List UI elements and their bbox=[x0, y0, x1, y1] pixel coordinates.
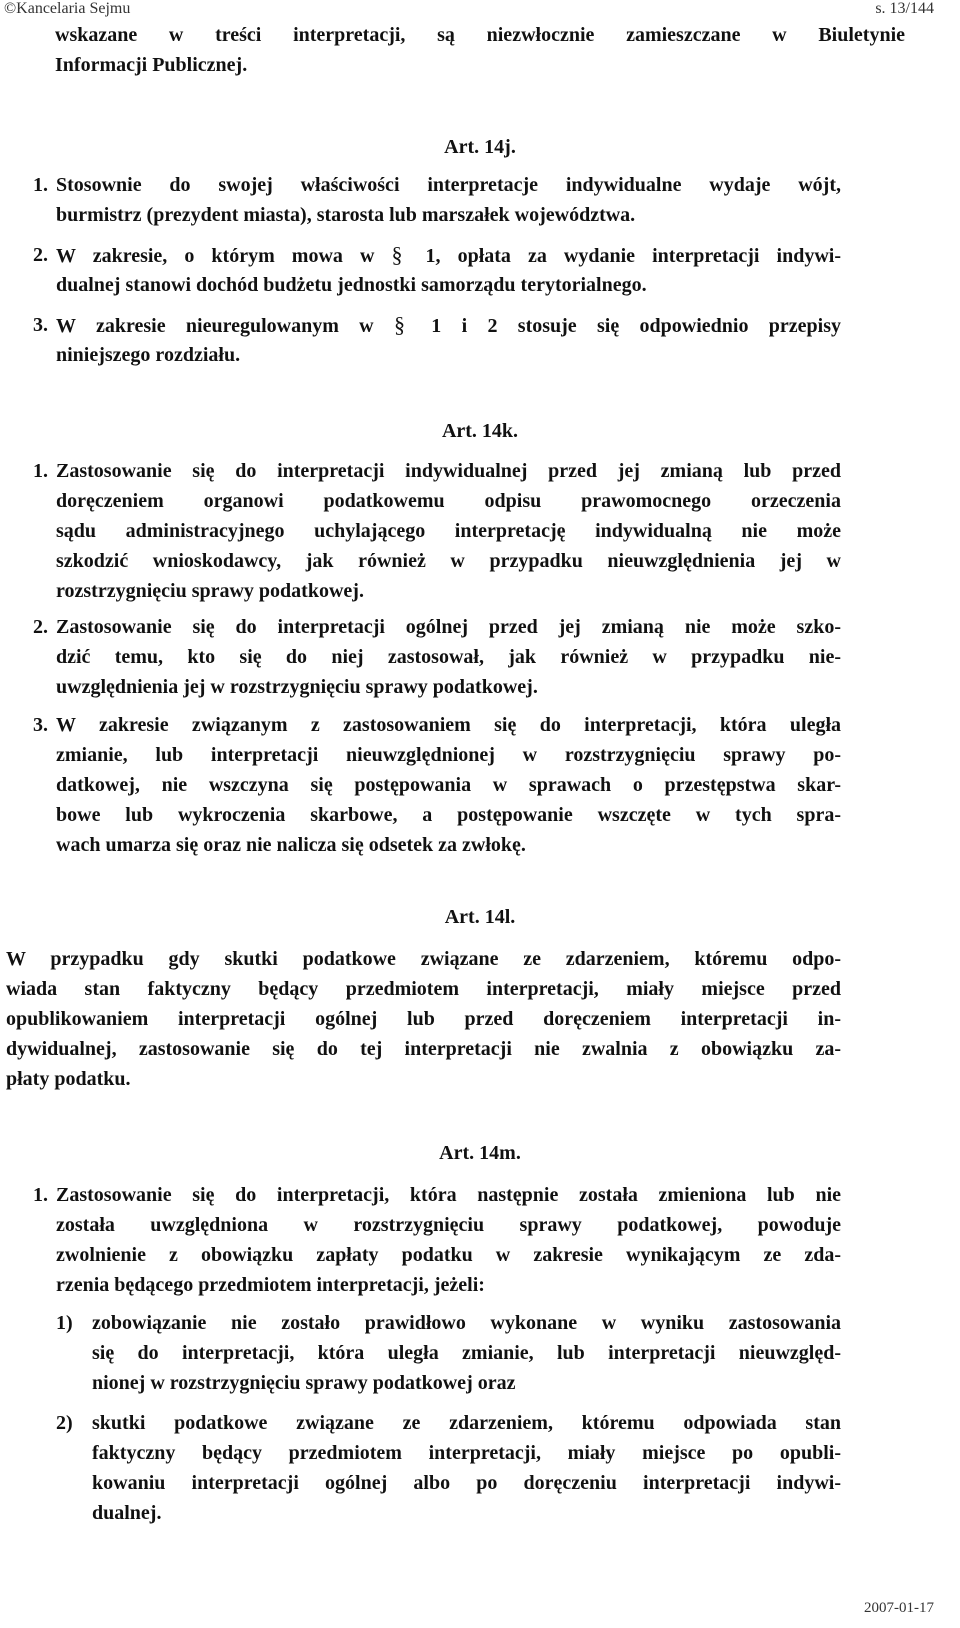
paragraph-line: Zastosowanie się do interpretacji ogólnej przed jej zmianą nie może szko- bbox=[56, 616, 841, 638]
paragraph-line: Zastosowanie się do interpretacji, która następnie została zmieniona lub nie bbox=[56, 1184, 841, 1206]
paragraph-line: datkowej, nie wszczyna się postępowania w sprawach o przestępstwa skar- bbox=[56, 774, 841, 796]
paragraph-line: zmianie, lub interpretacji nieuwzględnionej w rozstrzygnięciu sprawy po- bbox=[56, 744, 841, 766]
paragraph-number: 3. bbox=[33, 714, 48, 736]
article-heading-14j: Art. 14j. bbox=[444, 136, 516, 158]
list-item-line: kowaniu interpretacji ogólnej albo po doręczeniu interpretacji indywi- bbox=[92, 1472, 841, 1494]
footer-date: 2007-01-17 bbox=[864, 1600, 934, 1616]
text-part: 1, opłata za wydanie interpretacji indywi- bbox=[408, 245, 841, 267]
intro-line: wskazane w treści interpretacji, są niezwłocznie zamieszczane w Biuletynie bbox=[55, 24, 905, 46]
paragraph-number: 3. bbox=[33, 314, 48, 336]
paragraph-line bbox=[56, 310, 841, 341]
paragraph-line: została uwzględniona w rozstrzygnięciu sprawy podatkowej, powoduje bbox=[56, 1214, 841, 1236]
paragraph-line bbox=[56, 240, 841, 271]
article-heading-14m: Art. 14m. bbox=[439, 1142, 521, 1164]
list-item-line: dualnej. bbox=[92, 1502, 162, 1524]
paragraph-line: wach umarza się oraz nie nalicza się odsetek za zwłokę. bbox=[56, 834, 526, 856]
list-item-number: 1) bbox=[56, 1312, 73, 1334]
section-sign-icon: § bbox=[393, 312, 405, 337]
paragraph-number: 1. bbox=[33, 1184, 48, 1206]
list-item-line: się do interpretacji, która uległa zmianie, lub interpretacji nieuwzględ- bbox=[92, 1342, 841, 1364]
paragraph-line: zwolnienie z obowiązku zapłaty podatku w zakresie wynikającym ze zda- bbox=[56, 1244, 841, 1266]
paragraph-number: 2. bbox=[33, 616, 48, 638]
paragraph-line: wiada stan faktyczny będący przedmiotem interpretacji, miały miejsce przed bbox=[6, 978, 841, 1000]
list-item-line: zobowiązanie nie zostało prawidłowo wykonane w wyniku zastosowania bbox=[92, 1312, 841, 1334]
paragraph-line: rozstrzygnięciu sprawy podatkowej. bbox=[56, 580, 364, 602]
list-item-line: faktyczny będący przedmiotem interpretacji, miały miejsce po opubli- bbox=[92, 1442, 841, 1464]
list-item-line: nionej w rozstrzygnięciu sprawy podatkowej oraz bbox=[92, 1372, 516, 1394]
list-item-line: skutki podatkowe związane ze zdarzeniem, któremu odpowiada stan bbox=[92, 1412, 841, 1434]
paragraph-line: bowe lub wykroczenia skarbowe, a postępowanie wszczęte w tych spra- bbox=[56, 804, 841, 826]
paragraph-line: uwzględnienia jej w rozstrzygnięciu sprawy podatkowej. bbox=[56, 676, 538, 698]
list-item-number: 2) bbox=[56, 1412, 73, 1434]
paragraph-line: W zakresie związanym z zastosowaniem się do interpretacji, która uległa bbox=[56, 714, 841, 736]
paragraph-line: rzenia będącego przedmiotem interpretacji, jeżeli: bbox=[56, 1274, 485, 1296]
paragraph-line: dzić temu, kto się do niej zastosował, jak również w przypadku nie- bbox=[56, 646, 841, 668]
paragraph-line: niniejszego rozdziału. bbox=[56, 344, 241, 366]
intro-line: Informacji Publicznej. bbox=[55, 54, 248, 76]
article-heading-14k: Art. 14k. bbox=[441, 420, 519, 442]
paragraph-line: dywidualnej, zastosowanie się do tej interpretacji nie zwalnia z obowiązku za- bbox=[6, 1038, 841, 1060]
text-part: W zakresie nieuregulowanym w bbox=[56, 315, 394, 337]
paragraph-number: 1. bbox=[33, 174, 48, 196]
paragraph-line: płaty podatku. bbox=[6, 1068, 131, 1090]
paragraph-line: Zastosowanie się do interpretacji indywidualnej przed jej zmianą lub przed bbox=[56, 460, 841, 482]
header-page-number: s. 13/144 bbox=[875, 0, 934, 17]
paragraph-number: 2. bbox=[33, 244, 48, 266]
text-part: 1 i 2 stosuje się odpowiednio przepisy bbox=[410, 315, 841, 337]
section-sign-icon: § bbox=[391, 242, 403, 267]
paragraph-line: szkodzić wnioskodawcy, jak również w przypadku nieuwzględnienia jej w bbox=[56, 550, 841, 572]
paragraph-line: sądu administracyjnego uchylającego interpretację indywidualną nie może bbox=[56, 520, 841, 542]
paragraph-line: burmistrz (prezydent miasta), starosta lub marszałek województwa. bbox=[56, 204, 636, 226]
paragraph-line: opublikowaniem interpretacji ogólnej lub przed doręczeniem interpretacji in- bbox=[6, 1008, 841, 1030]
paragraph-line: Stosownie do swojej właściwości interpretacje indywidualne wydaje wójt, bbox=[56, 174, 841, 196]
paragraph-line: doręczeniem organowi podatkowemu odpisu prawomocnego orzeczenia bbox=[56, 490, 841, 512]
text-part: W zakresie, o którym mowa w bbox=[56, 245, 392, 267]
paragraph-line: W przypadku gdy skutki podatkowe związane ze zdarzeniem, któremu odpo- bbox=[6, 948, 841, 970]
paragraph-line: dualnej stanowi dochód budżetu jednostki samorządu terytorialnego. bbox=[56, 274, 647, 296]
header-source: ©Kancelaria Sejmu bbox=[4, 0, 131, 17]
article-heading-14l: Art. 14l. bbox=[444, 906, 516, 928]
paragraph-number: 1. bbox=[33, 460, 48, 482]
